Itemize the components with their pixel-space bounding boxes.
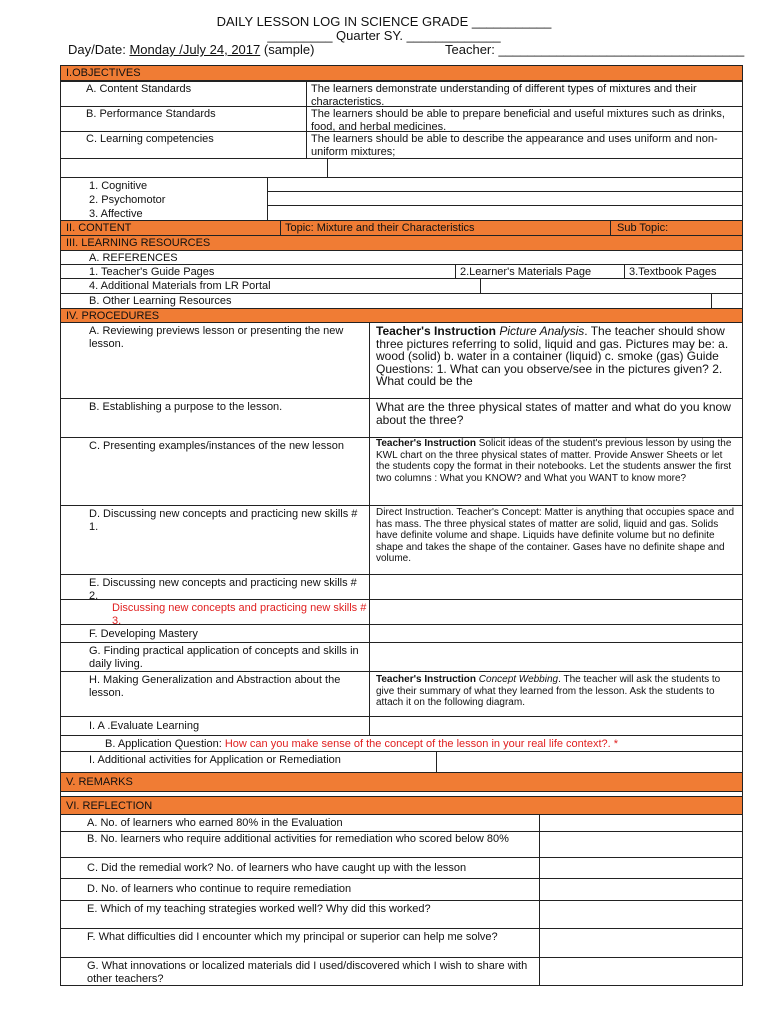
procedures-title: IV. PROCEDURES <box>66 310 160 322</box>
learners-materials-label: 2.Learner's Materials Page <box>460 266 592 278</box>
learning-competencies-cell <box>306 131 743 159</box>
application-row <box>60 735 743 752</box>
proc-e3-label: Discussing new concepts and practicing new skills # 3. <box>112 602 367 627</box>
lr-value-cell <box>480 278 743 294</box>
blank-cell-left <box>60 158 328 178</box>
refl-f-cell <box>60 928 540 958</box>
objectives-header <box>60 65 743 81</box>
refl-b-value <box>539 831 743 858</box>
proc-b-text: What are the three physical states of matter and what do you know about the three? <box>376 400 731 427</box>
proc-a-text <box>376 325 736 388</box>
doc-title: DAILY LESSON LOG IN SCIENCE GRADE ___________ <box>216 14 552 29</box>
content-standards-value: The learners demonstrate understanding of different types of mixtures and their characteristics. <box>311 83 697 108</box>
proc-e-label: E. Discussing new concepts and practicing new skills # 2. <box>89 577 357 602</box>
tg-cell <box>60 264 456 279</box>
proc-i-cell <box>436 751 743 773</box>
affective-cell <box>267 205 743 221</box>
proc-a-italic: Picture Analysis <box>499 324 585 338</box>
proc-h-text <box>376 674 738 709</box>
refl-e-label: E. Which of my teaching strategies worked well? Why did this worked? <box>87 903 431 915</box>
proc-a-label: A. Reviewing previews lesson or presenting the new lesson. <box>89 325 344 350</box>
other-resources-label: B. Other Learning Resources <box>89 295 232 307</box>
application-question: How can you make sense of the concept of the lesson in your real life context?. * <box>224 738 619 750</box>
proc-i-label: I. Additional activities for Application or Remediation <box>89 754 341 766</box>
proc-e-cell <box>369 574 743 600</box>
psychomotor-label: 2. Psychomotor <box>89 194 166 206</box>
proc-c-label-cell <box>60 437 370 506</box>
proc-d-label: D. Discussing new concepts and practicing new skills # 1. <box>89 508 358 533</box>
proc-a-bold: Teacher's Instruction <box>376 324 496 338</box>
content-header <box>60 220 281 236</box>
refl-c-value <box>539 857 743 879</box>
proc-b-label-cell <box>60 398 370 438</box>
refl-g-label: G. What innovations or localized materials did I used/discovered which I wish to share with other teachers? <box>87 960 528 985</box>
tb-cell <box>624 264 743 279</box>
refl-e-cell <box>60 900 540 929</box>
refl-b-cell <box>60 831 540 858</box>
refl-d-label: D. No. of learners who continue to require remediation <box>87 883 352 895</box>
proc-g-cell <box>369 642 743 672</box>
proc-g-label: G. Finding practical application of concepts and skills in daily living. <box>89 645 359 670</box>
performance-standards-cell <box>306 106 743 132</box>
proc-h-italic: Concept Webbing <box>478 674 559 685</box>
proc-h-label: H. Making Generalization and Abstraction about the lesson. <box>89 674 341 699</box>
reflection-title: VI. REFLECTION <box>66 800 153 812</box>
textbook-label: 3.Textbook Pages <box>629 266 717 278</box>
resources-title: III. LEARNING RESOURCES <box>66 237 211 249</box>
cognitive-label: 1. Cognitive <box>89 180 148 192</box>
application-label: B. Application Question: <box>105 738 222 750</box>
quarter-line: _________ Quarter SY. _____________ <box>267 28 501 43</box>
content-title: II. CONTENT <box>66 222 132 234</box>
proc-h-cell <box>369 671 743 717</box>
proc-ia-cell <box>369 716 743 736</box>
proc-f-label-cell <box>60 624 370 643</box>
day-label: Day/Date: <box>68 42 126 57</box>
subtopic-text: Sub Topic: <box>617 222 669 234</box>
proc-ia-label-cell <box>60 716 370 736</box>
proc-c-text <box>376 438 738 484</box>
refl-d-value <box>539 878 743 901</box>
proc-c-bold: Teacher's Instruction <box>376 438 476 449</box>
proc-i-label-cell <box>60 751 437 773</box>
learning-competencies-value: The learners should be able to describe the appearance and uses uniform and non-uniform mixtures; <box>311 133 718 158</box>
learning-competencies-label: C. Learning competencies <box>86 133 214 145</box>
cognitive-cell <box>267 177 743 192</box>
day-value: Monday /July 24, 2017 <box>129 42 261 57</box>
refl-d-cell <box>60 878 540 901</box>
remarks-title: V. REMARKS <box>66 776 133 788</box>
proc-d-label-cell <box>60 505 370 575</box>
references-row <box>60 250 743 265</box>
proc-ia-label: I. A .Evaluate Learning <box>89 720 200 732</box>
proc-c-body: Solicit ideas of the student's previous lesson by using the KWL chart on the three physical states of matter. Provide Answer Sheets or let the students copy the format in their notebooks. Let the students answer the first two columns : What you KNOW? and What you WANT to know more? <box>376 438 732 484</box>
topic-text: Topic: Mixture and their Characteristics <box>285 222 475 234</box>
refl-a-cell <box>60 814 540 832</box>
proc-f-label: F. Developing Mastery <box>89 628 198 640</box>
application-text <box>105 738 618 751</box>
refl-a-label: A. No. of learners who earned 80% in the Evaluation <box>87 817 343 829</box>
refl-f-label: F. What difficulties did I encounter which my principal or superior can help me solve? <box>87 931 498 943</box>
procedures-header <box>60 308 743 323</box>
remarks-header <box>60 772 743 792</box>
proc-h-label-cell <box>60 671 370 717</box>
performance-standards-value: The learners should be able to prepare beneficial and useful mixtures such as drinks, food, and herbal medicines. <box>311 108 725 133</box>
topic-cell <box>280 220 611 236</box>
proc-e3-label-cell <box>60 599 370 625</box>
proc-h-body: . The teacher will ask the students to give their summary of what they learned from the lesson. Ask the students to attach it on the following diagram. <box>376 674 721 708</box>
content-standards-label: A. Content Standards <box>86 83 192 95</box>
performance-standards-label: B. Performance Standards <box>86 108 216 120</box>
refl-c-cell <box>60 857 540 879</box>
subtopic-cell <box>610 220 743 236</box>
other-value-cell <box>711 293 743 309</box>
refl-e-value <box>539 900 743 929</box>
refl-c-label: C. Did the remedial work? No. of learners who have caught up with the lesson <box>87 862 467 874</box>
day-date-line <box>68 42 314 57</box>
proc-c-label: C. Presenting examples/instances of the new lesson <box>89 440 344 452</box>
proc-b-cell <box>369 398 743 438</box>
proc-f-cell <box>369 624 743 643</box>
proc-d-text: Direct Instruction. Teacher's Concept: Matter is anything that occupies space and has mass. The three physical states of matter are solid, liquid and gas. Solids have definite volume and shape. Liquids have definite volume but no definite shape and takes the shape of the container. Gases have no definite shape and volume. <box>376 507 735 564</box>
proc-b-label: B. Establishing a purpose to the lesson. <box>89 401 283 413</box>
refl-b-label: B. No. learners who require additional activities for remediation who scored below 80% <box>87 833 509 845</box>
other-cell <box>60 293 712 309</box>
refl-a-value <box>539 814 743 832</box>
teacher-line: Teacher: __________________________________ <box>445 42 745 57</box>
refl-g-cell <box>60 957 540 986</box>
affective-label: 3. Affective <box>89 208 143 220</box>
learning-competencies-label-cell <box>60 131 307 159</box>
proc-a-cell <box>369 322 743 399</box>
lm-cell <box>455 264 625 279</box>
lr-portal-label: 4. Additional Materials from LR Portal <box>89 280 271 292</box>
blank-cell-right <box>327 158 743 178</box>
objectives-title: I.OBJECTIVES <box>66 67 141 79</box>
content-standards-cell <box>306 81 743 107</box>
references-label: A. REFERENCES <box>89 252 178 264</box>
domains-label-cell <box>60 177 268 221</box>
proc-e-label-cell <box>60 574 370 600</box>
performance-standards-label-cell <box>60 106 307 132</box>
proc-a-body: . The teacher should show three pictures referring to solid, liquid and gas. Pictures may be: a. wood (solid) b. water in a container (liquid) c. smoke (gas) Guide Questions: 1. What can you observe/see in the pictures given? 2. What could be the <box>376 324 729 388</box>
reflection-header <box>60 796 743 815</box>
resources-header <box>60 235 743 251</box>
proc-g-label-cell <box>60 642 370 672</box>
content-standards-label-cell <box>60 81 307 107</box>
psychomotor-cell <box>267 191 743 206</box>
refl-g-value <box>539 957 743 986</box>
proc-d-cell <box>369 505 743 575</box>
day-note: (sample) <box>263 42 315 57</box>
proc-c-cell <box>369 437 743 506</box>
teachers-guide-label: 1. Teacher's Guide Pages <box>89 266 215 278</box>
proc-a-label-cell <box>60 322 370 399</box>
proc-e3-cell <box>369 599 743 625</box>
lr-cell <box>60 278 481 294</box>
refl-f-value <box>539 928 743 958</box>
proc-h-bold: Teacher's Instruction <box>376 674 476 685</box>
